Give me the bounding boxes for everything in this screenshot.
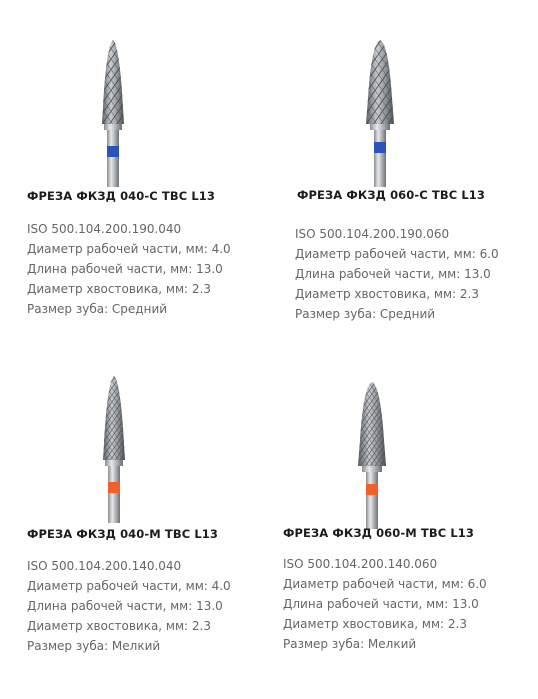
bur-image xyxy=(97,374,131,524)
tooth-size: Размер зуба: Средний xyxy=(295,307,436,321)
product-specs xyxy=(295,224,499,324)
product-specs xyxy=(283,554,487,654)
ring-mark xyxy=(107,146,119,157)
shank-diameter: Диаметр хвостовика, мм: 2.3 xyxy=(295,287,479,301)
bur-image xyxy=(352,380,392,530)
iso-code: ISO 500.104.200.140.060 xyxy=(283,557,438,571)
product-specs xyxy=(27,219,231,319)
shank-diameter: Диаметр хвостовика, мм: 2.3 xyxy=(27,619,211,633)
product-title: ФРЕЗА ФКЗД 040-М ТВС L13 xyxy=(27,527,218,541)
ring-mark xyxy=(374,142,386,153)
head-length: Длина рабочей части, мм: 13.0 xyxy=(27,262,223,276)
product-specs xyxy=(27,556,231,656)
ring-mark xyxy=(108,482,120,493)
tooth-size: Размер зуба: Мелкий xyxy=(27,639,161,653)
product-title: ФРЕЗА ФКЗД 040-С ТВС L13 xyxy=(27,189,215,203)
shank-diameter: Диаметр хвостовика, мм: 2.3 xyxy=(283,617,467,631)
head-diameter: Диаметр рабочей части, мм: 6.0 xyxy=(295,247,499,261)
tooth-size: Размер зуба: Мелкий xyxy=(283,637,417,651)
shank-diameter: Диаметр хвостовика, мм: 2.3 xyxy=(27,282,211,296)
head-diameter: Диаметр рабочей части, мм: 4.0 xyxy=(27,579,231,593)
tooth-size: Размер зуба: Средний xyxy=(27,302,168,316)
bur-image xyxy=(360,38,400,188)
head-length: Длина рабочей части, мм: 13.0 xyxy=(295,267,491,281)
ring-mark xyxy=(366,484,378,495)
head-length: Длина рабочей части, мм: 13.0 xyxy=(27,599,223,613)
bur-image xyxy=(96,38,130,188)
product-title: ФРЕЗА ФКЗД 060-М ТВС L13 xyxy=(283,526,474,540)
head-diameter: Диаметр рабочей части, мм: 6.0 xyxy=(283,577,487,591)
head-length: Длина рабочей части, мм: 13.0 xyxy=(283,597,479,611)
iso-code: ISO 500.104.200.190.040 xyxy=(27,222,182,236)
head-diameter: Диаметр рабочей части, мм: 4.0 xyxy=(27,242,231,256)
product-title: ФРЕЗА ФКЗД 060-С ТВС L13 xyxy=(297,188,485,202)
iso-code: ISO 500.104.200.190.060 xyxy=(295,227,450,241)
iso-code: ISO 500.104.200.140.040 xyxy=(27,559,182,573)
